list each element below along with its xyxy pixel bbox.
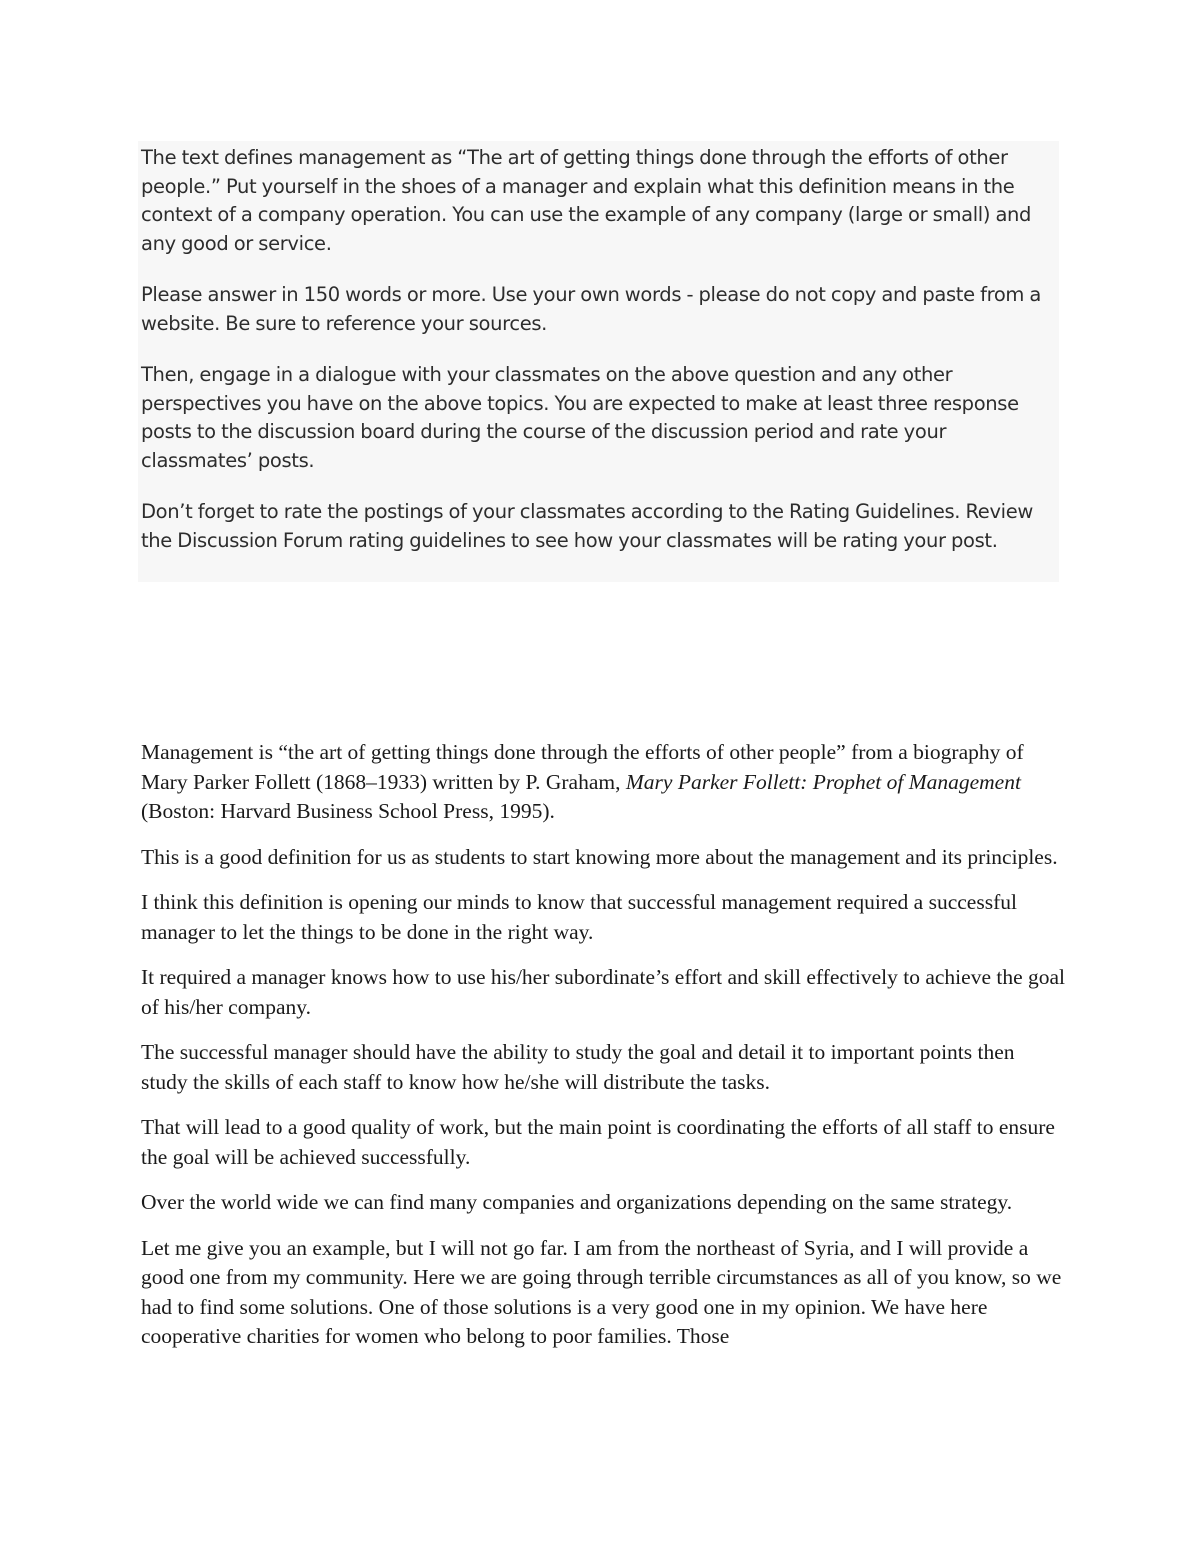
answer-paragraph: The successful manager should have the ability to study the goal and detail it to important points then study the skills of each staff to know how he/she will distribute the tasks. <box>141 1040 1015 1094</box>
prompt-paragraph-definition: The text defines management as “The art of getting things done through the efforts of other people.” Put yourself in the shoes of a manager and explain what this definition means in the context of a company operation. You can use the example of any company (large or small) and any good or service. <box>141 146 1032 255</box>
answer-paragraph: Let me give you an example, but I will not go far. I am from the northeast of Syria, and I will provide a good one from my community. Here we are going through terrible circumstances as all of you know, so we had to find some solutions. One of those solutions is a very good one in my opinion. We have here cooperative charities for women who belong to poor families. Those <box>141 1235 1062 1348</box>
answer-paragraph: I think this definition is opening our minds to know that successful management required a successful manager to let the things to be done in the right way. <box>141 890 1017 944</box>
citation-book-title: Mary Parker Follett: Prophet of Management <box>625 769 1021 794</box>
citation-lead: Management is “the art of getting things done through the efforts of other people” from a biography of Mary Parker Follett (1868–1933) written by P. Graham, <box>141 740 1024 794</box>
answer-paragraph: This is a good definition for us as students to start knowing more about the management and its principles. <box>141 844 1058 869</box>
answer-paragraph: Over the world wide we can find many companies and organizations depending on the same strategy. <box>141 1190 1013 1214</box>
citation-tail: (Boston: Harvard Business School Press, 1995). <box>141 799 555 823</box>
assignment-prompt-box <box>138 141 1059 582</box>
prompt-paragraph-word-count: Please answer in 150 words or more. Use your own words - please do not copy and paste from a website. Be sure to reference your sources. <box>141 283 1042 335</box>
prompt-paragraph-dialogue: Then, engage in a dialogue with your classmates on the above question and any other perspectives you have on the above topics. You are expected to make at least three response posts to the discussion board during the course of the discussion period and rate your classmates’ posts. <box>141 363 1019 472</box>
prompt-paragraph-rating: Don’t forget to rate the postings of your classmates according to the Rating Guidelines. Review the Discussion Forum rating guidelines to see how your classmates will be rating your post. <box>141 500 1033 552</box>
answer-paragraph: It required a manager knows how to use his/her subordinate’s effort and skill effectively to achieve the goal of his/her company. <box>141 965 1066 1019</box>
answer-paragraph: That will lead to a good quality of work, but the main point is coordinating the efforts of all staff to ensure the goal will be achieved successfully. <box>141 1115 1055 1169</box>
answer-citation-paragraph <box>141 738 1066 827</box>
student-answer <box>141 738 1066 1368</box>
